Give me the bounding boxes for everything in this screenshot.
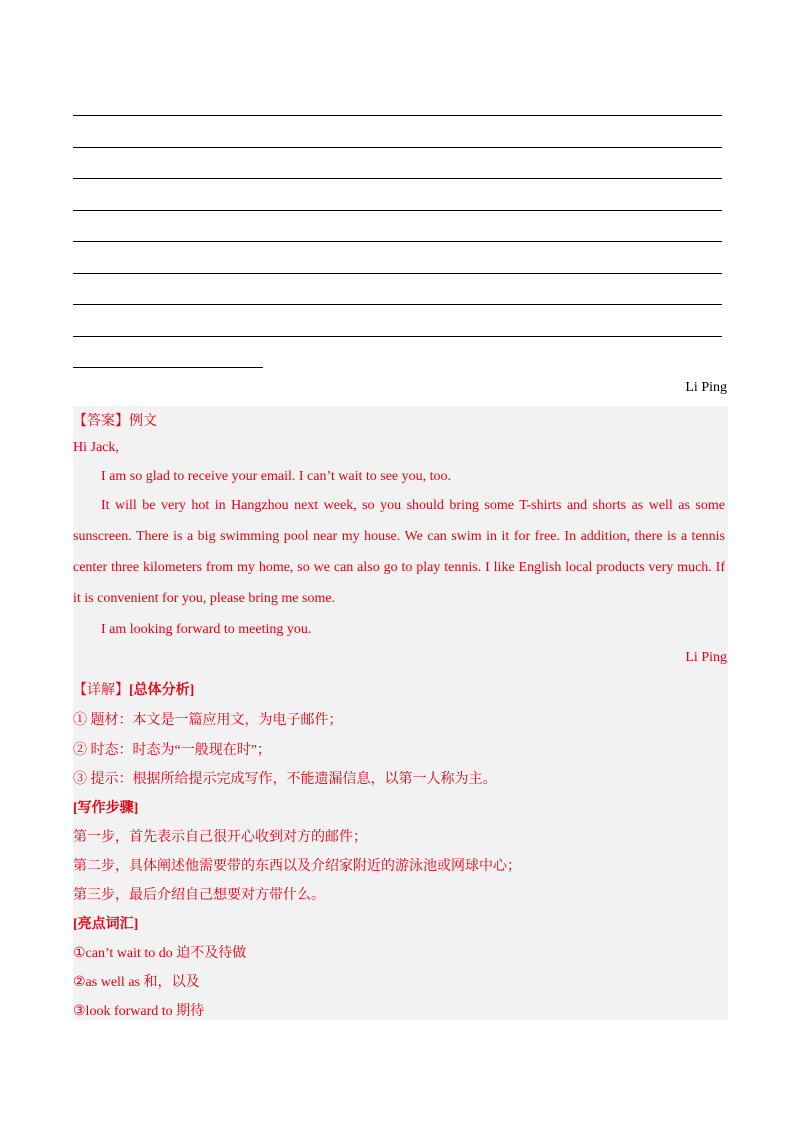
- vocab-item-1: ①can’t wait to do 迫不及待做: [73, 946, 247, 961]
- signature: Li Ping: [685, 650, 727, 665]
- vocab-item-2: ②as well as 和，以及: [73, 975, 200, 990]
- overall-item-2: ② 时态：时态为“一般现在时”；: [73, 743, 271, 758]
- writing-line: [73, 115, 722, 116]
- writing-line: [73, 273, 722, 274]
- detail-label: 【详解】: [73, 683, 129, 698]
- overall-item-1: ① 题材：本文是一篇应用文，为电子邮件；: [73, 713, 343, 728]
- overall-item-3: ③ 提示：根据所给提示完成写作，不能遗漏信息，以第一人称为主。: [73, 772, 497, 787]
- step-2: 第二步，具体阐述他需要带的东西以及介绍家附近的游泳池或网球中心；: [73, 859, 521, 874]
- overall-heading: [总体分析]: [129, 683, 195, 698]
- writing-line: [73, 210, 722, 211]
- detail-heading: [73, 679, 194, 699]
- writing-line: [73, 241, 722, 242]
- paragraph-3: I am looking forward to meeting you.: [101, 622, 312, 637]
- vocab-heading: [亮点词汇]: [73, 917, 139, 932]
- writing-line: [73, 178, 722, 179]
- paragraph-1: I am so glad to receive your email. I can’t wait to see you, too.: [101, 469, 452, 484]
- steps-heading: [写作步骤]: [73, 801, 139, 816]
- writing-line: [73, 147, 722, 148]
- answer-label: [73, 410, 157, 430]
- greeting: Hi Jack,: [73, 440, 119, 455]
- answer-label-text: 例文: [129, 414, 157, 429]
- answer-label-open: 【答案】: [73, 414, 129, 429]
- writing-line-short: [73, 367, 263, 368]
- vocab-item-3: ③look forward to 期待: [73, 1004, 205, 1019]
- step-3: 第三步，最后介绍自己想要对方带什么。: [73, 888, 325, 903]
- paragraph-2: It will be very hot in Hangzhou next week, so you should bring some T-shirts and shorts as well as some sunscreen. There is a big swimming pool near my house. We can swim in it for free. In addition, there is a tennis center three kilometers from my home, so we can also go to play tennis. I like English local products very much. If it is convenient for you, please bring me some.: [73, 498, 725, 606]
- signature-top: Li Ping: [685, 380, 727, 395]
- writing-line: [73, 304, 722, 305]
- step-1: 第一步，首先表示自己很开心收到对方的邮件；: [73, 830, 367, 845]
- writing-line: [73, 336, 722, 337]
